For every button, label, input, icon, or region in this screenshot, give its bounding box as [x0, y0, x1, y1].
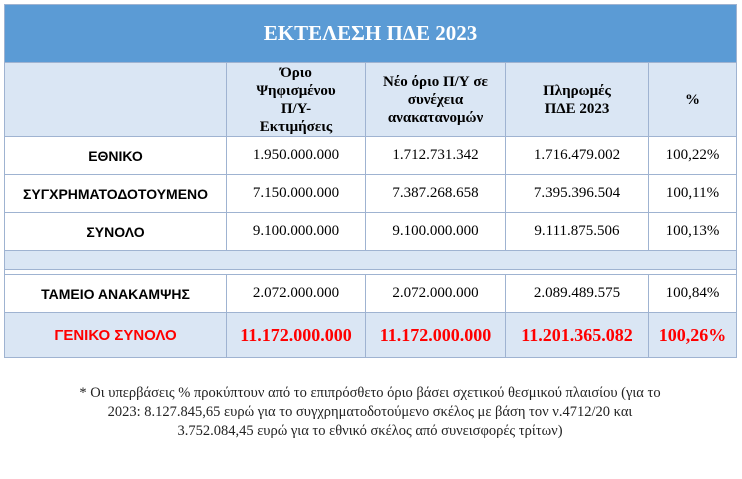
header-approved-budget: Όριο Ψηφισμένου Π/Υ-Εκτιμήσεις [227, 63, 366, 137]
cell-percent: 100,13% [649, 213, 737, 251]
total-label: ΓΕΝΙΚΟ ΣΥΝΟΛΟ [5, 313, 227, 358]
header-percent: % [649, 63, 737, 137]
total-new-limit: 11.172.000.000 [366, 313, 506, 358]
cell-new-limit: 1.712.731.342 [366, 137, 506, 175]
cell-payments: 2.089.489.575 [506, 275, 649, 313]
separator-row [5, 251, 737, 270]
table-row [5, 213, 737, 251]
cell-approved: 1.950.000.000 [227, 137, 366, 175]
cell-approved: 7.150.000.000 [227, 175, 366, 213]
cell-new-limit: 9.100.000.000 [366, 213, 506, 251]
footnote: * Οι υπερβάσεις % προκύπτουν από το επιπρόσθετο όριο βάσει σχετικού θεσμικού πλαισίου (για το 2023: 8.127.845,65 ευρώ για το συγχρηματοδοτούμενο σκέλος με βάση τον ν.4712/20 και 3.752.084,45 ευρώ για το εθνικό σκέλος από συνεισφορές τρίτων) [79, 385, 661, 439]
total-percent: 100,26% [649, 313, 737, 358]
header-blank [5, 63, 227, 137]
row-label: ΣΥΓΧΡΗΜΑΤΟΔΟΤΟΥΜΕΝΟ [5, 175, 227, 213]
execution-table [4, 4, 737, 358]
header-row [5, 63, 737, 137]
cell-approved: 2.072.000.000 [227, 275, 366, 313]
cell-new-limit: 2.072.000.000 [366, 275, 506, 313]
cell-percent: 100,84% [649, 275, 737, 313]
cell-payments: 7.395.396.504 [506, 175, 649, 213]
total-approved: 11.172.000.000 [227, 313, 366, 358]
separator-cell [5, 251, 737, 270]
table-row [5, 137, 737, 175]
total-payments: 11.201.365.082 [506, 313, 649, 358]
row-label: ΕΘΝΙΚΟ [5, 137, 227, 175]
cell-percent: 100,22% [649, 137, 737, 175]
row-label: ΣΥΝΟΛΟ [5, 213, 227, 251]
row-label: ΤΑΜΕΙΟ ΑΝΑΚΑΜΨΗΣ [5, 275, 227, 313]
total-row [5, 313, 737, 358]
cell-payments: 1.716.479.002 [506, 137, 649, 175]
cell-payments: 9.111.875.506 [506, 213, 649, 251]
cell-percent: 100,11% [649, 175, 737, 213]
table-title: ΕΚΤΕΛΕΣΗ ΠΔΕ 2023 [5, 5, 737, 63]
cell-approved: 9.100.000.000 [227, 213, 366, 251]
header-payments: Πληρωμές ΠΔΕ 2023 [506, 63, 649, 137]
cell-new-limit: 7.387.268.658 [366, 175, 506, 213]
header-new-limit: Νέο όριο Π/Υ σε συνέχεια ανακατανομών [366, 63, 506, 137]
table-row [5, 175, 737, 213]
table-row [5, 275, 737, 313]
